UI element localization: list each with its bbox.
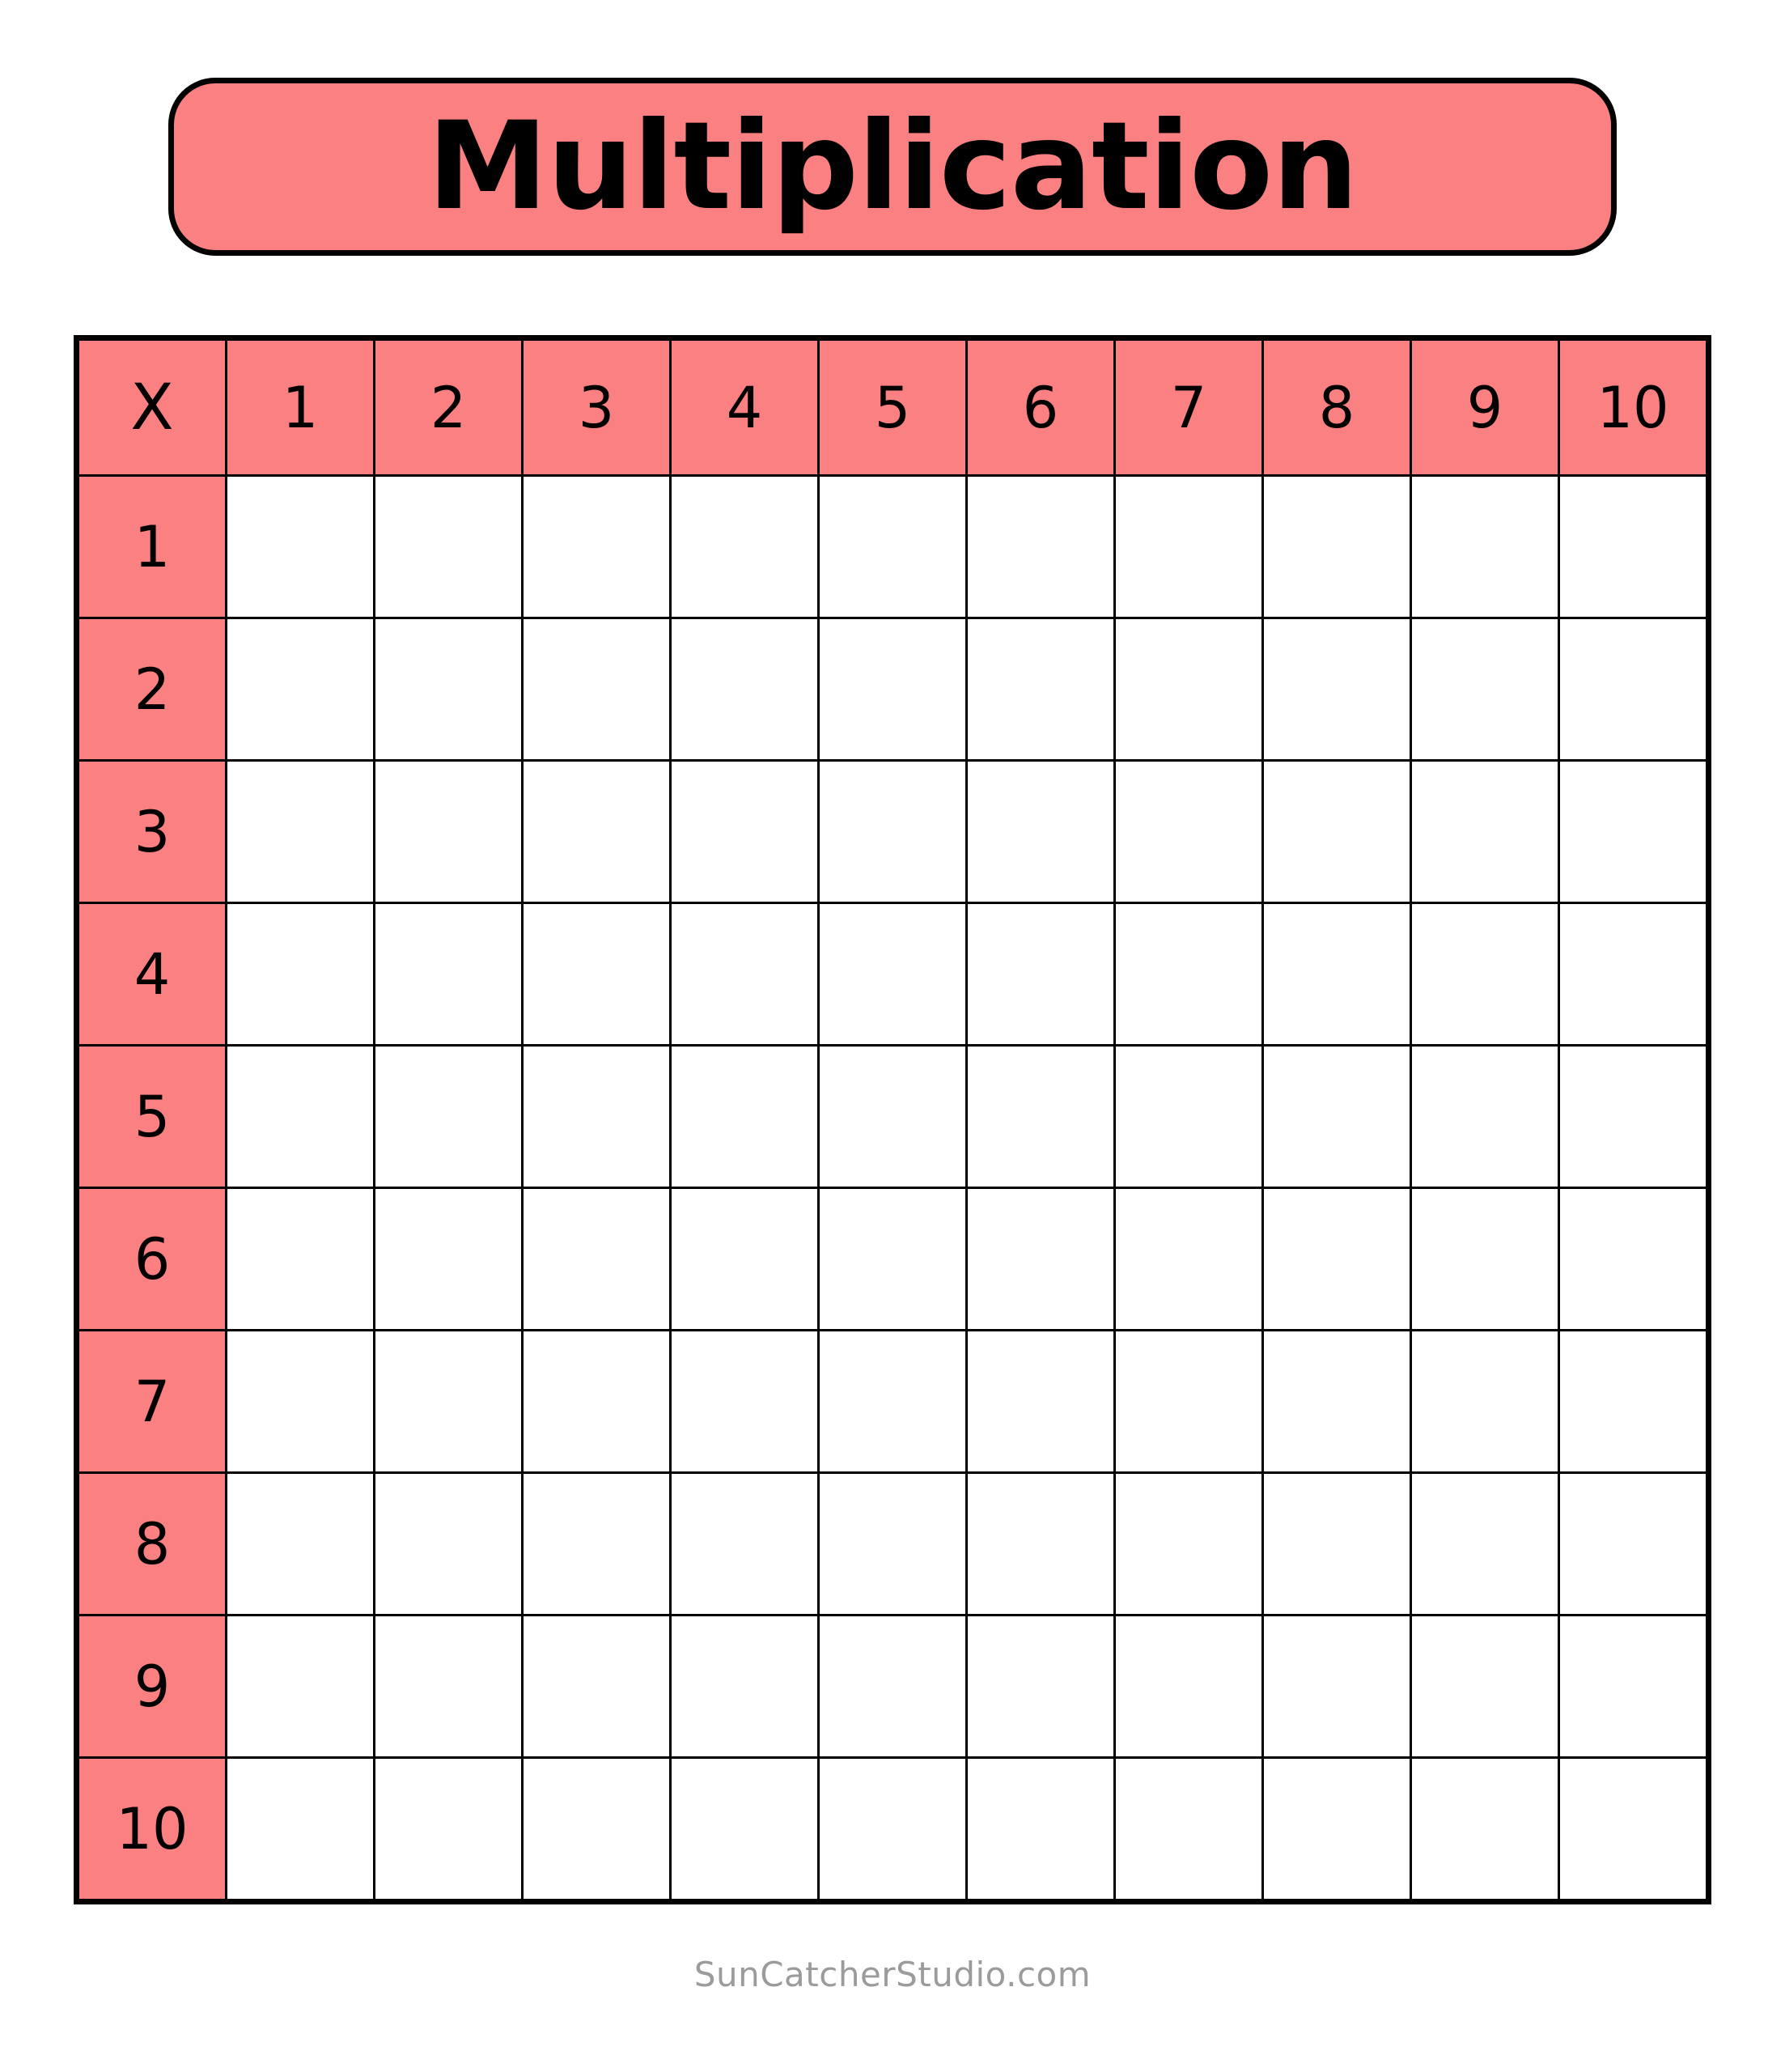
table-cell[interactable]: [819, 1758, 967, 1902]
table-cell[interactable]: [1411, 1331, 1559, 1473]
table-cell[interactable]: [671, 476, 819, 618]
table-cell[interactable]: [671, 1046, 819, 1188]
table-cell[interactable]: [1263, 1758, 1411, 1902]
table-cell[interactable]: [967, 761, 1115, 903]
table-cell[interactable]: [671, 903, 819, 1046]
table-cell[interactable]: [375, 1188, 523, 1331]
table-row: [77, 761, 1709, 903]
table-cell[interactable]: [227, 1616, 375, 1758]
table-cell[interactable]: [1411, 1616, 1559, 1758]
table-cell[interactable]: [1559, 1331, 1709, 1473]
table-cell[interactable]: [1263, 1616, 1411, 1758]
row-header-1: 1: [77, 476, 227, 618]
table-cell[interactable]: [1559, 1473, 1709, 1616]
table-cell[interactable]: [1411, 1046, 1559, 1188]
table-cell[interactable]: [375, 618, 523, 761]
table-cell[interactable]: [375, 1046, 523, 1188]
table-cell[interactable]: [1559, 903, 1709, 1046]
row-header-6: 6: [77, 1188, 227, 1331]
table-cell[interactable]: [1559, 1616, 1709, 1758]
table-cell[interactable]: [375, 1473, 523, 1616]
table-cell[interactable]: [1559, 1188, 1709, 1331]
table-cell[interactable]: [227, 1331, 375, 1473]
table-cell[interactable]: [967, 476, 1115, 618]
table-row: [77, 618, 1709, 761]
table-cell[interactable]: [967, 618, 1115, 761]
table-cell[interactable]: [1115, 1473, 1263, 1616]
table-row: [77, 1331, 1709, 1473]
table-cell[interactable]: [1115, 618, 1263, 761]
table-cell[interactable]: [967, 1616, 1115, 1758]
table-cell[interactable]: [375, 1758, 523, 1902]
row-header-2: 2: [77, 618, 227, 761]
table-cell[interactable]: [819, 1616, 967, 1758]
table-cell[interactable]: [523, 761, 671, 903]
table-cell[interactable]: [967, 1758, 1115, 1902]
table-cell[interactable]: [1263, 903, 1411, 1046]
multiplication-table: [74, 335, 1711, 1904]
row-header-8: 8: [77, 1473, 227, 1616]
table-row: [77, 476, 1709, 618]
table-cell[interactable]: [375, 761, 523, 903]
table-cell[interactable]: [1411, 1473, 1559, 1616]
table-cell[interactable]: [967, 1473, 1115, 1616]
table-cell[interactable]: [1115, 1188, 1263, 1331]
table-row: [77, 1188, 1709, 1331]
table-cell[interactable]: [523, 1046, 671, 1188]
table-cell[interactable]: [227, 1473, 375, 1616]
table-cell[interactable]: [1559, 1046, 1709, 1188]
table-cell[interactable]: [1559, 618, 1709, 761]
table-cell[interactable]: [227, 1188, 375, 1331]
column-header-8: 8: [1263, 338, 1411, 476]
row-header-5: 5: [77, 1046, 227, 1188]
table-cell[interactable]: [1411, 1188, 1559, 1331]
table-cell[interactable]: [227, 761, 375, 903]
column-header-10: 10: [1559, 338, 1709, 476]
table-cell[interactable]: [967, 903, 1115, 1046]
table-cell[interactable]: [1115, 903, 1263, 1046]
table-cell[interactable]: [819, 761, 967, 903]
table-cell[interactable]: [523, 476, 671, 618]
table-cell[interactable]: [1411, 903, 1559, 1046]
table-cell[interactable]: [1115, 1331, 1263, 1473]
table-cell[interactable]: [1115, 476, 1263, 618]
row-header-4: 4: [77, 903, 227, 1046]
table-cell[interactable]: [967, 1046, 1115, 1188]
row-header-9: 9: [77, 1616, 227, 1758]
table-cell[interactable]: [227, 1758, 375, 1902]
multiplication-grid-container: [74, 335, 1711, 1904]
column-header-2: 2: [375, 338, 523, 476]
table-cell[interactable]: [1559, 1758, 1709, 1902]
table-cell[interactable]: [1559, 761, 1709, 903]
table-row: [77, 1758, 1709, 1902]
table-cell[interactable]: [1411, 1758, 1559, 1902]
table-cell[interactable]: [1263, 476, 1411, 618]
footer-credit: SunCatcherStudio.com: [693, 1955, 1092, 1994]
table-cell[interactable]: [671, 1331, 819, 1473]
table-cell[interactable]: [1263, 1331, 1411, 1473]
table-cell[interactable]: [1115, 1758, 1263, 1902]
page-title: Multiplication: [427, 96, 1358, 237]
column-header-5: 5: [819, 338, 967, 476]
table-cell[interactable]: [375, 903, 523, 1046]
table-cell[interactable]: [1263, 1046, 1411, 1188]
table-cell[interactable]: [523, 1331, 671, 1473]
table-cell[interactable]: [523, 1758, 671, 1902]
table-cell[interactable]: [227, 618, 375, 761]
table-cell[interactable]: [671, 761, 819, 903]
table-row: [77, 903, 1709, 1046]
table-cell[interactable]: [227, 476, 375, 618]
table-cell[interactable]: [523, 1616, 671, 1758]
row-header-10: 10: [77, 1758, 227, 1902]
table-cell[interactable]: [375, 1616, 523, 1758]
table-cell[interactable]: [671, 1758, 819, 1902]
table-cell[interactable]: [1115, 1046, 1263, 1188]
table-cell[interactable]: [375, 476, 523, 618]
column-header-7: 7: [1115, 338, 1263, 476]
table-cell[interactable]: [1411, 618, 1559, 761]
table-cell[interactable]: [671, 1473, 819, 1616]
table-cell[interactable]: [671, 1188, 819, 1331]
table-cell[interactable]: [967, 1331, 1115, 1473]
table-cell[interactable]: [819, 1473, 967, 1616]
table-cell[interactable]: [1115, 761, 1263, 903]
table-cell[interactable]: [671, 1616, 819, 1758]
table-row: [77, 1616, 1709, 1758]
table-cell[interactable]: [1559, 476, 1709, 618]
row-header-3: 3: [77, 761, 227, 903]
table-cell[interactable]: [819, 903, 967, 1046]
table-cell[interactable]: [1411, 761, 1559, 903]
table-cell[interactable]: [1115, 1616, 1263, 1758]
table-header-row: [77, 338, 1709, 476]
table-cell[interactable]: [967, 1188, 1115, 1331]
table-cell[interactable]: [375, 1331, 523, 1473]
table-cell[interactable]: [1263, 1188, 1411, 1331]
table-cell[interactable]: [819, 1331, 967, 1473]
table-cell[interactable]: [1411, 476, 1559, 618]
column-header-1: 1: [227, 338, 375, 476]
table-cell[interactable]: [523, 1473, 671, 1616]
table-cell[interactable]: [819, 1046, 967, 1188]
column-header-3: 3: [523, 338, 671, 476]
table-cell[interactable]: [671, 618, 819, 761]
table-body: [77, 338, 1709, 1902]
table-cell[interactable]: [523, 903, 671, 1046]
table-cell[interactable]: [1263, 761, 1411, 903]
table-cell[interactable]: [819, 1188, 967, 1331]
table-cell[interactable]: [1263, 1473, 1411, 1616]
table-cell[interactable]: [523, 618, 671, 761]
table-row: [77, 1046, 1709, 1188]
column-header-6: 6: [967, 338, 1115, 476]
table-cell[interactable]: [1263, 618, 1411, 761]
table-row: [77, 1473, 1709, 1616]
row-header-7: 7: [77, 1331, 227, 1473]
table-cell[interactable]: [523, 1188, 671, 1331]
title-banner: [168, 78, 1617, 256]
table-cell[interactable]: [819, 618, 967, 761]
table-cell[interactable]: [819, 476, 967, 618]
multiply-symbol-header: X: [77, 338, 227, 476]
column-header-9: 9: [1411, 338, 1559, 476]
table-cell[interactable]: [227, 903, 375, 1046]
table-cell[interactable]: [227, 1046, 375, 1188]
column-header-4: 4: [671, 338, 819, 476]
